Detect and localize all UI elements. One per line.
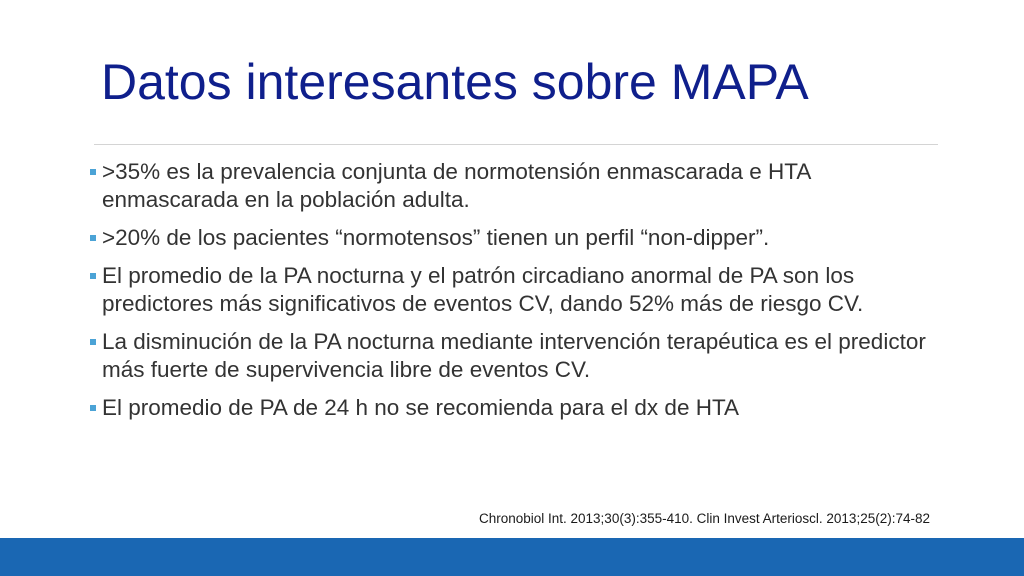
bullet-square-icon [90,273,96,279]
slide-title: Datos interesantes sobre MAPA [101,54,809,110]
bullet-square-icon [90,169,96,175]
bullet-list [84,158,944,432]
bullet-item [84,328,944,384]
bullet-item [84,394,944,422]
bullet-square-icon [90,405,96,411]
bullet-item [84,224,944,252]
bullet-text: >35% es la prevalencia conjunta de normotensión enmascarada e HTA enmascarada en la población adulta. [102,159,811,212]
bullet-square-icon [90,235,96,241]
bullet-square-icon [90,339,96,345]
bullet-text: La disminución de la PA nocturna mediante intervención terapéutica es el predictor más fuerte de supervivencia libre de eventos CV. [102,329,926,382]
title-divider [94,144,938,145]
citation: Chronobiol Int. 2013;30(3):355-410. Clin Invest Arterioscl. 2013;25(2):74-82 [478,511,930,526]
bullet-text: >20% de los pacientes “normotensos” tienen un perfil “non-dipper”. [102,225,770,250]
bullet-item [84,158,944,214]
bullet-text: El promedio de PA de 24 h no se recomienda para el dx de HTA [102,395,740,420]
bullet-item [84,262,944,318]
footer-bar [0,538,1024,576]
bullet-text: El promedio de la PA nocturna y el patrón circadiano anormal de PA son los predictores más significativos de eventos CV, dando 52% más de riesgo CV. [102,263,864,316]
